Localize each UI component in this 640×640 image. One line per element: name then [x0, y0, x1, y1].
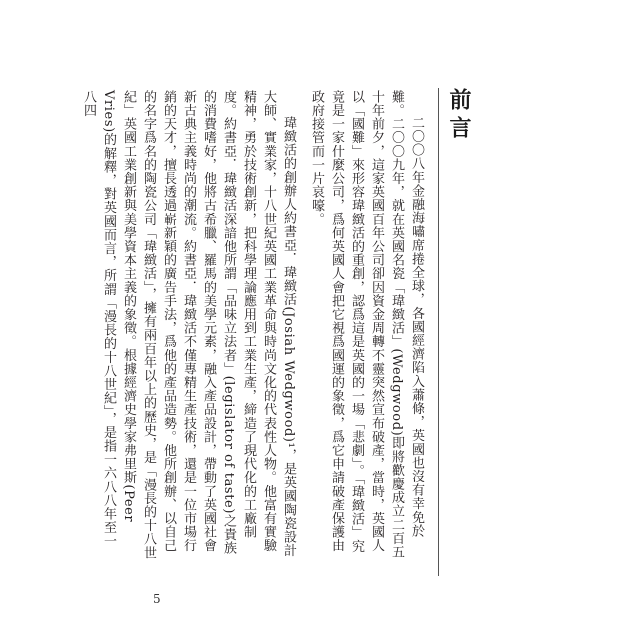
- chapter-title: 前言: [446, 88, 472, 144]
- page-number: 5: [153, 592, 161, 606]
- paragraph-1: 二〇〇八年金融海嘯席捲全球，各國經濟陷入蕭條，英國也沒有幸免於難。二〇〇九年，就在英國名瓷「瑋緻活」(Wedgwood)即將歡慶成立二百五十年前夕，這家英國百年公司卻因資金周轉不靈突然宣布破產，當時，英國人以「國難」來形容瑋緻活的重創，認爲這是英國的一場「悲劇」。「瑋緻活」究竟是一家什麼公司，爲何英國人會把它視爲國運的象徵，爲它申請破產保護由政府接管而一片哀嚎。: [309, 90, 424, 559]
- paragraph-2: 瑋緻活的創辦人約書亞．瑋緻活(Josiah Wedgwood)¹，是英國陶瓷設計大師、實業家，十八世紀英國工業革命與時尚文化的代表性人物。他富有實驗精神，勇於技術創新，把科學理論應用到工業生產，締造了現代化的工廠制度。約書亞．瑋緻活深諳他所謂「品味立法者」(legislator of taste)之貴族的消費嗜好，他將古希臘、羅馬的美學元素，融入產品設計，帶動了英國社會新古典主義時尚的潮流。約書亞．瑋緻活不僅專精生產技術，還是一位市場行銷的天才，擅長透過嶄新穎的廣告手法，爲他的產品造勢。他所創辦、以自己的名字爲名的陶瓷公司「瑋緻活」，擁有兩百年以上的歷史，是「漫長的十八世紀」英國工業創新與美學資本主義的象徵。根據經濟史學家弗里斯(Peer Vries)的解釋，對英國而言，所謂「漫長的十八世紀」，是指一六八八年至一八四: [81, 90, 296, 560]
- chapter-title-area: [446, 88, 486, 144]
- body-text: [78, 90, 426, 560]
- title-divider: [438, 88, 439, 576]
